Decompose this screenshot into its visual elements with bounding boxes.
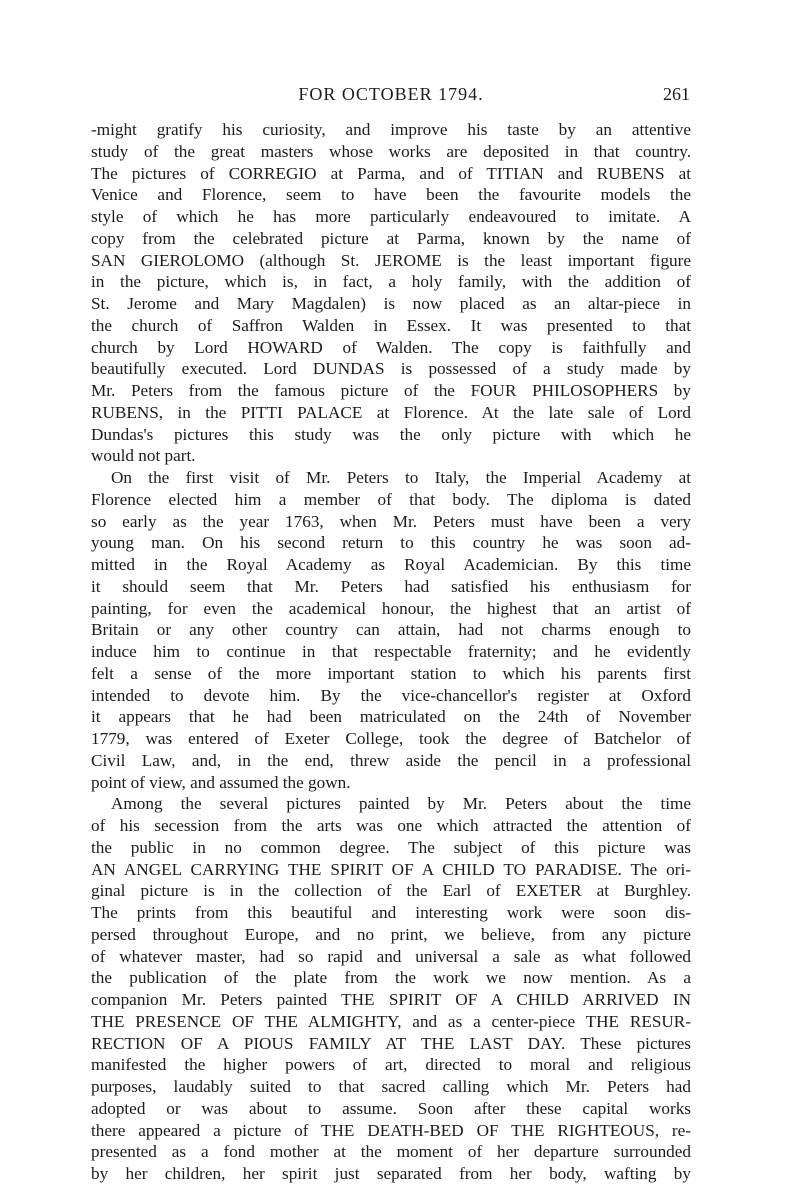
text-line: Venice and Florence, seem to have been the favourite models the xyxy=(91,185,691,205)
text-line: style of which he has more particularly endeavoured to imitate. A xyxy=(91,207,691,226)
text-line: AN ANGEL CARRYING THE SPIRIT OF A CHILD TO PARADISE. The ori- xyxy=(91,859,691,879)
text-line: intended to devote him. By the vice-chancellor's register at Oxford xyxy=(91,685,691,705)
text-line: church by Lord HOWARD of Walden. The copy is faithfully and xyxy=(91,337,691,357)
text-line: -might gratify his curiosity, and improve his taste by an attentive xyxy=(91,120,691,139)
text-line: young man. On his second return to this country he was soon ad- xyxy=(91,533,691,553)
text-line: Florence elected him a member of that body. The diploma is dated xyxy=(91,489,691,509)
running-head: FOR OCTOBER 1794. xyxy=(298,84,484,104)
text-line: in the picture, which is, in fact, a holy family, with the addition of xyxy=(91,272,691,292)
text-line: ginal picture is in the collection of the Earl of EXETER at Burghley. xyxy=(91,881,691,901)
text-line: induce him to continue in that respectable fraternity; and he evidently xyxy=(91,642,691,661)
text-line: The pictures of CORREGIO at Parma, and of TITIAN and RUBENS at xyxy=(91,163,691,183)
text-line: companion Mr. Peters painted THE SPIRIT OF A CHILD ARRIVED IN xyxy=(91,990,691,1009)
text-line: Civil Law, and, in the end, threw aside the pencil in a professional xyxy=(91,750,691,770)
text-line: persed throughout Europe, and no print, we believe, from any picture xyxy=(91,924,691,944)
text-line: study of the great masters whose works are deposited in that country. xyxy=(91,141,691,161)
body-text xyxy=(91,119,691,1185)
text-line: there appeared a picture of THE DEATH-BED OF THE RIGHTEOUS, re- xyxy=(91,1120,691,1140)
text-line: of whatever master, had so rapid and universal a sale as what followed xyxy=(91,946,691,966)
text-line: it appears that he had been matriculated on the 24th of November xyxy=(91,707,691,727)
text-line: RUBENS, in the PITTI PALACE at Florence. At the late sale of Lord xyxy=(91,402,691,422)
page-number: 261 xyxy=(663,84,690,104)
text-line: painting, for even the academical honour, the highest that an artist of xyxy=(91,598,691,618)
text-line: point of view, and assumed the gown. xyxy=(91,772,351,792)
text-line: the publication of the plate from the work we now mention. As a xyxy=(91,968,691,988)
text-line: adopted or was about to assume. Soon after these capital works xyxy=(91,1098,691,1118)
text-line: Dundas's pictures this study was the only picture with which he xyxy=(91,424,691,444)
text-line: by her children, her spirit just separated from her body, wafting by xyxy=(91,1164,691,1183)
text-line: beautifully executed. Lord DUNDAS is possessed of a study made by xyxy=(91,359,691,379)
text-line: the public in no common degree. The subject of this picture was xyxy=(91,837,691,857)
text-line: Mr. Peters from the famous picture of the FOUR PHILOSOPHERS by xyxy=(91,381,691,400)
text-line: Britain or any other country can attain, had not charms enough to xyxy=(91,620,691,640)
text-line: the church of Saffron Walden in Essex. It was presented to that xyxy=(91,315,691,335)
text-line: presented as a fond mother at the moment of her departure surrounded xyxy=(91,1142,691,1162)
text-line: purposes, laudably suited to that sacred calling which Mr. Peters had xyxy=(91,1077,691,1096)
text-line: felt a sense of the more important station to which his parents first xyxy=(91,663,691,683)
text-line: RECTION OF A PIOUS FAMILY AT THE LAST DAY. These pictures xyxy=(91,1033,691,1053)
page-header xyxy=(92,80,690,110)
text-line: so early as the year 1763, when Mr. Peters must have been a very xyxy=(91,511,691,531)
text-line: On the first visit of Mr. Peters to Italy, the Imperial Academy at xyxy=(111,468,691,487)
text-line: St. Jerome and Mary Magdalen) is now placed as an altar-piece in xyxy=(91,294,691,313)
text-line: Among the several pictures painted by Mr. Peters about the time xyxy=(111,794,691,814)
text-line: THE PRESENCE OF THE ALMIGHTY, and as a center-piece THE RESUR- xyxy=(91,1011,691,1031)
text-line: manifested the higher powers of art, directed to moral and religious xyxy=(91,1055,691,1075)
text-line: of his secession from the arts was one which attracted the attention of xyxy=(91,816,691,835)
text-line: The prints from this beautiful and interesting work were soon dis- xyxy=(91,903,691,922)
text-line: mitted in the Royal Academy as Royal Academician. By this time xyxy=(91,555,691,574)
text-line: would not part. xyxy=(91,446,196,466)
text-line: it should seem that Mr. Peters had satisfied his enthusiasm for xyxy=(91,576,691,596)
text-line: SAN GIEROLOMO (although St. JEROME is the least important figure xyxy=(91,250,691,270)
text-line: 1779, was entered of Exeter College, took the degree of Batchelor of xyxy=(91,729,691,748)
text-line: copy from the celebrated picture at Parma, known by the name of xyxy=(91,228,691,248)
